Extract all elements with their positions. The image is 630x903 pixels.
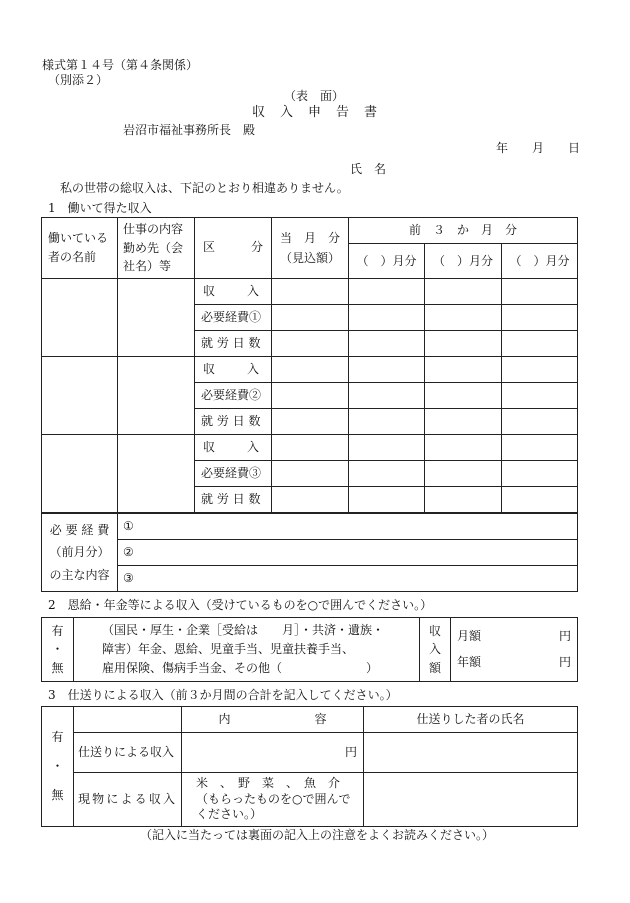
value-cell[interactable] bbox=[272, 278, 349, 304]
category-income-3: 収 入 bbox=[195, 434, 272, 460]
value-cell[interactable] bbox=[425, 434, 502, 460]
header-job: 仕事の内容勤め先（会社名）等 bbox=[118, 218, 195, 279]
value-cell[interactable] bbox=[272, 486, 349, 512]
expenses-detail-table bbox=[41, 513, 578, 592]
date-field[interactable]: 年 月 日 bbox=[496, 141, 581, 155]
in-kind-income-label: 現物による収入 bbox=[74, 773, 182, 827]
expense-item-3[interactable]: ③ bbox=[118, 566, 578, 592]
sender-name-field-1[interactable] bbox=[364, 733, 578, 773]
yen-unit: 円 bbox=[558, 654, 571, 669]
value-cell[interactable] bbox=[502, 434, 578, 460]
header-prev3: 前 ３ か 月 分 bbox=[349, 218, 578, 244]
estimate-label: （見込額） bbox=[279, 250, 340, 265]
value-cell[interactable] bbox=[425, 356, 502, 382]
yen-unit: 円 bbox=[558, 629, 571, 644]
value-cell[interactable] bbox=[425, 408, 502, 434]
value-cell[interactable] bbox=[502, 356, 578, 382]
section1-title: 1 働いて得た収入 bbox=[48, 201, 152, 215]
income-amount-fields[interactable] bbox=[451, 618, 578, 682]
value-cell[interactable] bbox=[349, 356, 425, 382]
value-cell[interactable] bbox=[272, 356, 349, 382]
income-label-char3: 額 bbox=[428, 660, 441, 675]
header-current-month bbox=[272, 218, 349, 279]
value-cell[interactable] bbox=[425, 304, 502, 330]
worker-name-cell-2[interactable] bbox=[42, 356, 118, 434]
value-cell[interactable] bbox=[502, 486, 578, 512]
header-month-3[interactable]: （ ）月分 bbox=[502, 244, 578, 278]
yes-option[interactable]: 有 bbox=[51, 623, 64, 638]
value-cell[interactable] bbox=[272, 304, 349, 330]
header-worker-name: 働いている者の名前 bbox=[42, 218, 118, 279]
value-cell[interactable] bbox=[349, 486, 425, 512]
pension-types[interactable] bbox=[74, 618, 420, 682]
income-label-char2: 入 bbox=[428, 642, 441, 657]
expenses-label-line3: の主な内容 bbox=[49, 567, 110, 582]
yen-unit: 円 bbox=[344, 745, 357, 759]
pension-types-line2: 障害）年金、恩給、児童手当、児童扶養手当、 bbox=[102, 641, 355, 656]
value-cell[interactable] bbox=[502, 330, 578, 356]
value-cell[interactable] bbox=[349, 382, 425, 408]
job-cell-2[interactable] bbox=[118, 356, 195, 434]
value-cell[interactable] bbox=[502, 460, 578, 486]
job-cell-3[interactable] bbox=[118, 434, 195, 512]
pension-types-line1: （国民・厚生・企業［受給は 月］・共済・遺族・ bbox=[102, 622, 385, 637]
page-title: 収 入 申 告 書 bbox=[252, 105, 379, 120]
no-option[interactable]: 無 bbox=[51, 660, 64, 675]
value-cell[interactable] bbox=[502, 408, 578, 434]
value-cell[interactable] bbox=[425, 330, 502, 356]
value-cell[interactable] bbox=[272, 330, 349, 356]
job-cell-1[interactable] bbox=[118, 278, 195, 356]
expenses-label bbox=[42, 514, 118, 592]
header-month-2[interactable]: （ ）月分 bbox=[425, 244, 502, 278]
pension-income-table bbox=[41, 617, 578, 682]
category-workdays-1: 就 労 日 数 bbox=[195, 330, 272, 356]
category-income-1: 収 入 bbox=[195, 278, 272, 304]
no-option[interactable]: 無 bbox=[51, 787, 64, 802]
value-cell[interactable] bbox=[502, 304, 578, 330]
form-number: 様式第１４号（第４条関係） bbox=[42, 58, 199, 72]
allowance-income-label: 仕送りによる収入 bbox=[74, 733, 182, 773]
value-cell[interactable] bbox=[349, 434, 425, 460]
side-label: （表 面） bbox=[284, 89, 345, 103]
attachment-label: （別添２） bbox=[48, 73, 109, 87]
value-cell[interactable] bbox=[349, 330, 425, 356]
value-cell[interactable] bbox=[272, 460, 349, 486]
section3-title: 3 仕送りによる収入（前３か月間の合計を記入してください。） bbox=[48, 688, 398, 702]
goods-note-line1: （もらったものを○で囲んで bbox=[196, 791, 351, 806]
expense-item-2[interactable]: ② bbox=[118, 540, 578, 566]
allowance-income-table bbox=[41, 706, 578, 827]
work-income-table bbox=[41, 217, 578, 513]
header-content: 内 容 bbox=[182, 707, 364, 733]
value-cell[interactable] bbox=[425, 278, 502, 304]
current-month-label: 当 月 分 bbox=[279, 230, 340, 245]
category-workdays-3: 就 労 日 数 bbox=[195, 486, 272, 512]
applicant-name-label: 氏 名 bbox=[350, 162, 387, 176]
category-income-2: 収 入 bbox=[195, 356, 272, 382]
dot: ・ bbox=[51, 642, 64, 657]
yearly-amount-row[interactable] bbox=[457, 650, 571, 675]
header-month-1[interactable]: （ ）月分 bbox=[349, 244, 425, 278]
allowance-yes-no[interactable] bbox=[42, 707, 74, 827]
monthly-label: 月額 bbox=[457, 629, 482, 644]
addressee: 岩沼市福祉事務所長 殿 bbox=[123, 123, 256, 137]
value-cell[interactable] bbox=[272, 382, 349, 408]
value-cell[interactable] bbox=[425, 460, 502, 486]
expenses-label-line1: 必 要 経 費 bbox=[49, 523, 110, 538]
blank-header-cell bbox=[74, 707, 182, 733]
value-cell[interactable] bbox=[349, 304, 425, 330]
worker-name-cell-1[interactable] bbox=[42, 278, 118, 356]
goods-note-line2: ください。） bbox=[196, 807, 263, 822]
goods-options[interactable]: 米 、 野 菜 、 魚 介 bbox=[196, 776, 341, 791]
pension-types-line3: 雇用保険、傷病手当金、その他（ ） bbox=[102, 661, 379, 676]
footer-note: （記入に当たっては裏面の記入上の注意をよくお読みください。） bbox=[140, 828, 495, 842]
expenses-label-line2: （前月分） bbox=[49, 545, 110, 560]
expense-item-1[interactable]: ① bbox=[118, 514, 578, 540]
value-cell[interactable] bbox=[349, 460, 425, 486]
header-sender-name: 仕送りした者の氏名 bbox=[364, 707, 578, 733]
value-cell[interactable] bbox=[425, 382, 502, 408]
value-cell[interactable] bbox=[349, 278, 425, 304]
category-workdays-2: 就 労 日 数 bbox=[195, 408, 272, 434]
in-kind-goods[interactable] bbox=[182, 773, 364, 827]
value-cell[interactable] bbox=[349, 408, 425, 434]
category-expense-3: 必要経費③ bbox=[195, 460, 272, 486]
header-category: 区 分 bbox=[195, 218, 272, 279]
section2-title: 2 恩給・年金等による収入（受けているものを○で囲んでください。） bbox=[48, 598, 433, 612]
income-amount-label bbox=[420, 618, 451, 682]
worker-name-cell-3[interactable] bbox=[42, 434, 118, 512]
allowance-amount-field[interactable] bbox=[182, 733, 364, 773]
sender-name-field-2[interactable] bbox=[364, 773, 578, 827]
category-expense-2: 必要経費② bbox=[195, 382, 272, 408]
value-cell[interactable] bbox=[502, 382, 578, 408]
monthly-amount-row[interactable] bbox=[457, 624, 571, 649]
yearly-label: 年額 bbox=[457, 654, 482, 669]
pension-yes-no[interactable] bbox=[42, 618, 74, 682]
category-expense-1: 必要経費① bbox=[195, 304, 272, 330]
yes-option[interactable]: 有 bbox=[51, 730, 64, 745]
value-cell[interactable] bbox=[502, 278, 578, 304]
dot: ・ bbox=[51, 759, 64, 774]
value-cell[interactable] bbox=[272, 434, 349, 460]
value-cell[interactable] bbox=[425, 486, 502, 512]
declaration-text: 私の世帯の総収入は、下記のとおり相違ありません。 bbox=[60, 181, 349, 195]
value-cell[interactable] bbox=[272, 408, 349, 434]
income-label-char1: 収 bbox=[428, 623, 441, 638]
